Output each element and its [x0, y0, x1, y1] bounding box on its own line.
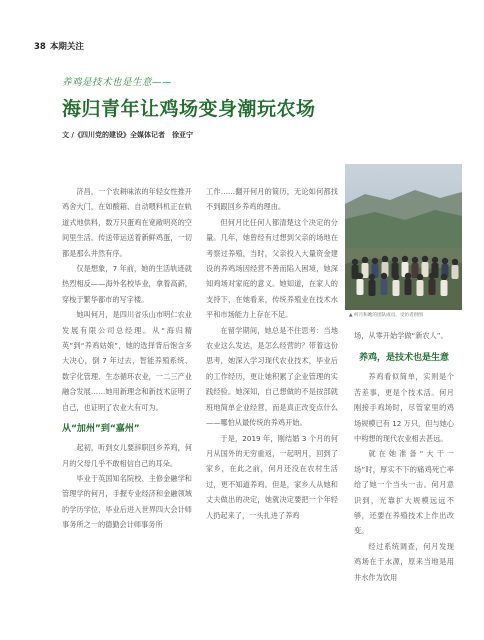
- column-3: [354, 328, 454, 585]
- section-label: 本期关注: [49, 42, 84, 52]
- team-photo: [345, 164, 462, 310]
- paragraph: 在留学期间，她总是不住思考：当地农业这么发达，是怎么经营的？带着这份思考，她深入学习现代农业技术，毕业后的工作经历，更让她积累了企业管理的实践经验。她深知，自己想做的不是按部就班地简单企业经营，而是真正改变点什么——哪怕从最传统的养鸡开始。: [206, 325, 338, 428]
- article-byline: 文 /《四川党的建设》全媒体记者 徐亚宁: [62, 131, 193, 139]
- page-header: [34, 40, 84, 52]
- article-kicker: 养鸡是技术也是生意——: [62, 77, 173, 88]
- section-subhead: 养鸡，是技术也是生意: [358, 353, 449, 364]
- team-photo-illustration: [345, 164, 462, 310]
- page-number: 38: [34, 42, 46, 52]
- paragraph: 济昌，一个农耕味浓的年轻女性推开鸡舍大门，在如酸箱、自动喂料机正在轨道式地供料，数万只蛋鸡在宽敞明亮的空间里生活。传送带运送着新鲜鸡蛋，一切都是那么井然有序。: [62, 187, 192, 258]
- paragraph: 就在她准备“大干一场”时，厚实不下的痛鸡死亡率给了她一个当头一击。何月意识到，光靠扩大规模远远不够，还要在养殖技术上作出改变。: [354, 449, 454, 536]
- column-1: [62, 184, 192, 533]
- paragraph: 毕业于英国知名院校、主修金融学和管理学的何月，手握专业经济和金融领域的学历学位，毕业后进入世界四大会计师事务所之一的德勤会计师事务所: [62, 473, 192, 530]
- section-subhead: 从“加州”到“嘉州”: [62, 424, 140, 435]
- paragraph: 仅是想象，7 年前，她的生活轨迹就热烈相反——海外名校毕业，拿着高薪，穿梭于繁华都市的写字楼。: [62, 264, 192, 304]
- paragraph: 经过系统调查，何月发现鸡场在于水源，原来当地是用井水作为饮用: [354, 541, 454, 582]
- paragraph: 她叫何月，是四川省乐山市明仁农业发展有限公司总经理。从“海归精英”到“养鸡姑娘”，她的选择背后饱含多大决心，倒 7 年过去，智能养殖系统、数字化管理、生态循环农业，一二三产业融合发展……她用新理念和新技术证明了自己，也证明了农业大有可为。: [62, 310, 192, 412]
- paragraph: 养鸡看似简单，实则是个苦差事，更是个技术活。何月刚接手鸡场时，尽管家里的鸡场规模已有 12 万只，但与她心中构想的现代农业相去甚远。: [354, 372, 454, 444]
- paragraph: 场，从零开始学做“新农人”。: [354, 331, 448, 340]
- paragraph: 工作……翻开何月的简历，无论如何都找不到跟回乡养鸡的理由。: [206, 187, 338, 212]
- paragraph: 起初，听到女儿要辞职回乡养鸡，何月的父母几乎不敢相信自己的耳朵。: [62, 443, 192, 468]
- paragraph: 但何月比任何人都清楚这个决定的分量。几年，她曾经有过想到父亲的场地在考察过养殖，当时，父亲投入大量资金建设的养鸡场因经营不善而陷入困境，她深知鸡场对家庭的意义。她知道，在家人的支持下，在她看来，传统养殖业在技术水平和市场能力上存在不足。: [206, 217, 338, 320]
- article-title: 海归青年让鸡场变身潮玩农场: [62, 98, 316, 120]
- paragraph: 于是，2019 年，刚结婚 3 个月的何月从国外的无穷重返，一起明月，回到了家乡，在此之前，何月还没在农村生活过，更不知道养鸡。但是，家乡人从她和丈夫做出的决定，她就决定要把一个年轻人扔起来了，一头扎进了养鸡: [206, 433, 338, 520]
- column-2: [206, 184, 338, 523]
- photo-caption: ▲ 何月和她的团队成员。受访者供图: [349, 313, 423, 318]
